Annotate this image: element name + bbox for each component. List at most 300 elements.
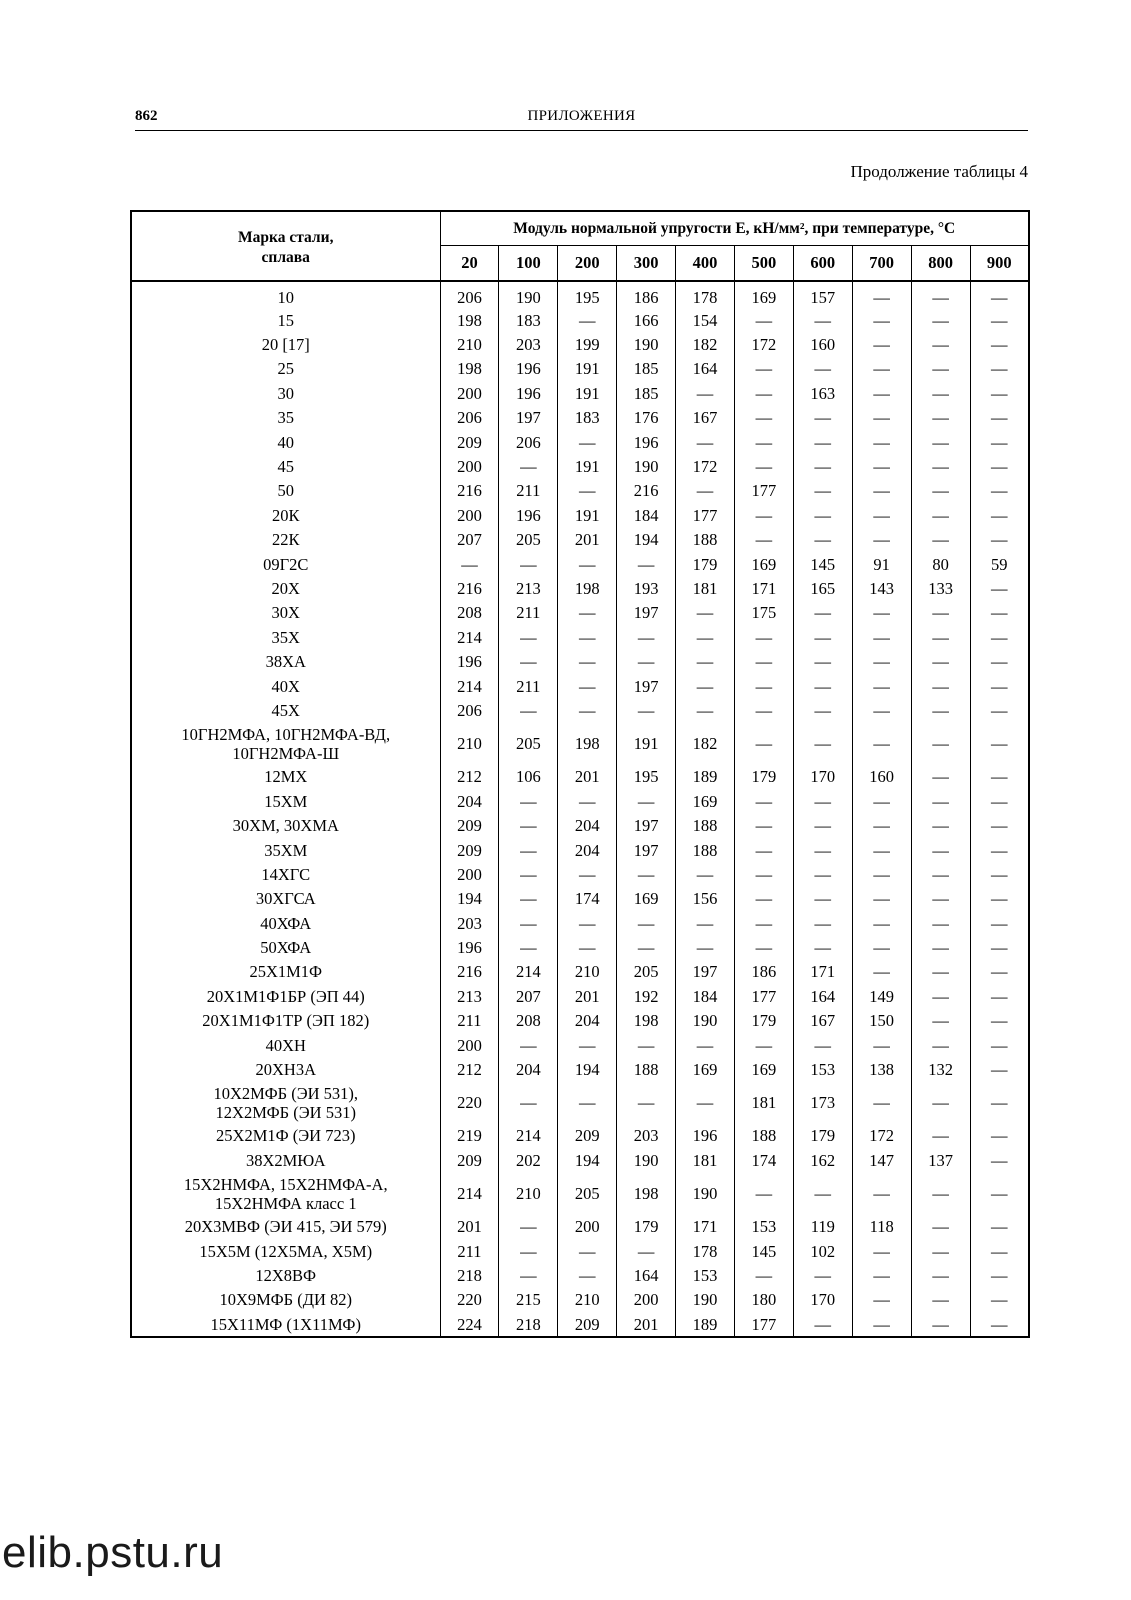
steel-grade-name: 20Х1М1Ф1ТР (ЭП 182) (202, 1011, 370, 1031)
modulus-value-cell: 203 (440, 911, 499, 935)
modulus-value-cell: 202 (499, 1148, 558, 1172)
temperature-header: 900 (970, 246, 1029, 282)
modulus-value-cell: — (793, 862, 852, 886)
steel-grade-cell (131, 911, 440, 935)
table-row (131, 430, 1029, 454)
modulus-value-cell: — (734, 406, 793, 430)
temperature-header: 100 (499, 246, 558, 282)
steel-grade-cell (131, 984, 440, 1008)
table-row (131, 1124, 1029, 1148)
steel-grade-name: 20Х (271, 578, 300, 598)
modulus-value-cell: — (734, 789, 793, 813)
steel-grade-cell (131, 1124, 440, 1148)
table-row (131, 1215, 1029, 1239)
modulus-value-cell: — (852, 381, 911, 405)
table-row (131, 357, 1029, 381)
modulus-value-cell: — (852, 528, 911, 552)
steel-grade-name: 25Х1М1Ф (249, 962, 323, 982)
modulus-value-cell: — (911, 887, 970, 911)
modulus-value-cell: 211 (440, 1239, 499, 1263)
modulus-value-cell: 160 (852, 765, 911, 789)
modulus-value-cell: 203 (617, 1124, 676, 1148)
modulus-value-cell: — (676, 649, 735, 673)
steel-grade-cell (131, 765, 440, 789)
modulus-value-cell: 169 (617, 887, 676, 911)
modulus-value-cell: — (676, 674, 735, 698)
table-row (131, 862, 1029, 886)
modulus-value-cell: 172 (676, 454, 735, 478)
steel-grade-cell (131, 674, 440, 698)
modulus-value-cell: — (793, 674, 852, 698)
table-body (131, 281, 1029, 1337)
modulus-value-cell: 214 (440, 674, 499, 698)
modulus-value-cell: — (617, 789, 676, 813)
temperature-header: 400 (676, 246, 735, 282)
modulus-value-cell: — (852, 813, 911, 837)
modulus-value-cell: 208 (499, 1009, 558, 1033)
modulus-value-cell: 205 (499, 723, 558, 765)
modulus-value-cell: 191 (558, 381, 617, 405)
modulus-value-cell: 169 (734, 552, 793, 576)
steel-grade-name: 40ХФА (260, 913, 312, 933)
modulus-value-cell: 190 (617, 1148, 676, 1172)
modulus-value-cell: 214 (440, 625, 499, 649)
modulus-value-cell: — (970, 1312, 1029, 1337)
modulus-value-cell: — (970, 281, 1029, 308)
table-row (131, 1173, 1029, 1215)
steel-grade-cell (131, 1033, 440, 1057)
modulus-value-cell: 191 (558, 454, 617, 478)
modulus-value-cell: — (676, 625, 735, 649)
steel-grade-cell (131, 1057, 440, 1081)
modulus-value-cell: 197 (617, 838, 676, 862)
modulus-value-cell: — (970, 1239, 1029, 1263)
modulus-value-cell: — (734, 503, 793, 527)
table-row (131, 723, 1029, 765)
modulus-value-cell: — (911, 862, 970, 886)
steel-grade-cell (131, 838, 440, 862)
modulus-value-cell: — (911, 960, 970, 984)
steel-grade-cell (131, 332, 440, 356)
modulus-value-cell: — (793, 1033, 852, 1057)
modulus-value-cell: 194 (617, 528, 676, 552)
steel-grade-name: 10Х2МФБ (ЭИ 531), (213, 1083, 359, 1103)
modulus-value-cell: 192 (617, 984, 676, 1008)
modulus-value-cell: 171 (734, 576, 793, 600)
modulus-value-cell: 156 (676, 887, 735, 911)
steel-grade-name: 40Х (271, 676, 300, 696)
modulus-value-cell: — (676, 935, 735, 959)
table-row (131, 960, 1029, 984)
modulus-value-cell: 203 (499, 332, 558, 356)
modulus-value-cell: 153 (676, 1263, 735, 1287)
steel-grade-name: 09Г2С (263, 554, 309, 574)
modulus-value-cell: — (793, 308, 852, 332)
steel-grade-cell (131, 887, 440, 911)
modulus-value-cell: 206 (440, 698, 499, 722)
steel-grade-name: 12МХ (264, 767, 308, 787)
modulus-value-cell: — (617, 625, 676, 649)
modulus-value-cell: 186 (617, 281, 676, 308)
modulus-value-cell: 181 (676, 576, 735, 600)
modulus-value-cell: — (558, 1239, 617, 1263)
modulus-value-cell: 198 (440, 308, 499, 332)
steel-grade-cell (131, 649, 440, 673)
modulus-value-cell: — (793, 430, 852, 454)
modulus-value-cell: — (734, 1173, 793, 1215)
table-row (131, 1009, 1029, 1033)
modulus-value-cell: 118 (852, 1215, 911, 1239)
modulus-value-cell: — (911, 1263, 970, 1287)
modulus-value-cell: 186 (734, 960, 793, 984)
modulus-value-cell: 211 (440, 1009, 499, 1033)
modulus-value-cell: 190 (617, 454, 676, 478)
steel-grade-name: 10Х9МФБ (ДИ 82) (219, 1290, 353, 1310)
table-row (131, 813, 1029, 837)
table-row (131, 1148, 1029, 1172)
modulus-value-cell: — (676, 911, 735, 935)
modulus-value-cell: — (676, 430, 735, 454)
modulus-value-cell: — (499, 935, 558, 959)
modulus-value-cell: 209 (440, 813, 499, 837)
modulus-value-cell: — (617, 1082, 676, 1124)
modulus-value-cell: 177 (676, 503, 735, 527)
modulus-value-cell: 201 (558, 765, 617, 789)
modulus-value-cell: — (911, 357, 970, 381)
modulus-value-cell: 102 (793, 1239, 852, 1263)
modulus-value-cell: — (970, 406, 1029, 430)
modulus-value-cell: — (793, 813, 852, 837)
modulus-value-cell: 196 (499, 381, 558, 405)
steel-grade-name: 50ХФА (260, 938, 312, 958)
modulus-value-cell: — (852, 887, 911, 911)
modulus-value-cell: 210 (499, 1173, 558, 1215)
steel-grade-header-line: сплава (261, 248, 310, 266)
steel-grade-cell (131, 1148, 440, 1172)
modulus-value-cell: — (793, 454, 852, 478)
table-row (131, 576, 1029, 600)
steel-grade-name: 45 (277, 457, 294, 477)
modulus-value-cell: 153 (793, 1057, 852, 1081)
modulus-value-cell: — (558, 649, 617, 673)
modulus-value-cell: — (734, 308, 793, 332)
modulus-value-cell: 210 (440, 723, 499, 765)
modulus-value-cell: — (911, 381, 970, 405)
modulus-value-cell: 210 (558, 960, 617, 984)
elastic-modulus-table-container (130, 210, 1028, 1338)
steel-grade-cell (131, 935, 440, 959)
modulus-value-cell: — (970, 935, 1029, 959)
modulus-value-cell: 216 (617, 479, 676, 503)
modulus-value-cell: 137 (911, 1148, 970, 1172)
modulus-value-cell: — (558, 430, 617, 454)
modulus-value-cell: 209 (440, 430, 499, 454)
modulus-value-cell: — (734, 674, 793, 698)
steel-grade-cell (131, 723, 440, 765)
modulus-value-cell: — (734, 935, 793, 959)
modulus-value-cell: — (793, 528, 852, 552)
modulus-value-cell: — (911, 984, 970, 1008)
modulus-value-cell: — (852, 649, 911, 673)
modulus-value-cell: — (676, 1082, 735, 1124)
modulus-value-cell: — (852, 1263, 911, 1287)
modulus-value-cell: 210 (558, 1288, 617, 1312)
modulus-value-cell: 184 (617, 503, 676, 527)
steel-grade-cell (131, 1173, 440, 1215)
modulus-value-cell: 196 (499, 357, 558, 381)
steel-grade-cell (131, 813, 440, 837)
temperature-header: 700 (852, 246, 911, 282)
modulus-value-cell: 188 (676, 838, 735, 862)
modulus-value-cell: — (793, 723, 852, 765)
modulus-value-cell: — (911, 406, 970, 430)
modulus-value-cell: — (499, 911, 558, 935)
modulus-value-cell: — (970, 357, 1029, 381)
modulus-value-cell: 209 (440, 1148, 499, 1172)
modulus-value-cell: 173 (793, 1082, 852, 1124)
modulus-value-cell: — (793, 649, 852, 673)
modulus-value-cell: — (970, 838, 1029, 862)
modulus-value-cell: 209 (440, 838, 499, 862)
modulus-value-cell: 191 (617, 723, 676, 765)
steel-grade-cell (131, 625, 440, 649)
modulus-value-cell: — (911, 625, 970, 649)
steel-grade-name: 10ГН2МФА, 10ГН2МФА-ВД, (181, 724, 391, 744)
modulus-value-cell: — (499, 1033, 558, 1057)
steel-grade-cell (131, 381, 440, 405)
modulus-value-cell: — (617, 698, 676, 722)
modulus-value-cell: 188 (734, 1124, 793, 1148)
modulus-value-cell: 199 (558, 332, 617, 356)
modulus-value-cell: — (911, 1009, 970, 1033)
modulus-value-cell: — (911, 601, 970, 625)
modulus-value-cell: 196 (676, 1124, 735, 1148)
modulus-value-cell: — (852, 723, 911, 765)
modulus-value-cell: — (852, 601, 911, 625)
modulus-value-cell: 213 (499, 576, 558, 600)
modulus-value-cell: — (734, 649, 793, 673)
running-title: ПРИЛОЖЕНИЯ (527, 108, 636, 124)
modulus-value-cell: — (970, 1009, 1029, 1033)
modulus-value-cell: 206 (440, 281, 499, 308)
modulus-value-cell: — (970, 789, 1029, 813)
modulus-value-cell: — (499, 887, 558, 911)
steel-grade-name: 20Х1М1Ф1БР (ЭП 44) (206, 986, 365, 1006)
modulus-value-cell: — (852, 454, 911, 478)
table-row (131, 1239, 1029, 1263)
modulus-value-cell: 197 (617, 601, 676, 625)
modulus-value-cell: — (970, 649, 1029, 673)
modulus-value-cell: 201 (440, 1215, 499, 1239)
modulus-value-cell: 178 (676, 281, 735, 308)
modulus-value-cell: — (911, 430, 970, 454)
modulus-value-cell: 179 (734, 1009, 793, 1033)
modulus-value-cell: 200 (440, 381, 499, 405)
modulus-value-cell: 204 (558, 813, 617, 837)
modulus-value-cell: 198 (617, 1173, 676, 1215)
modulus-value-cell: — (970, 1215, 1029, 1239)
table-row (131, 454, 1029, 478)
steel-grade-cell (131, 789, 440, 813)
modulus-value-cell: — (970, 911, 1029, 935)
modulus-value-cell: — (970, 1082, 1029, 1124)
modulus-value-cell: — (911, 1288, 970, 1312)
modulus-value-cell: 169 (734, 281, 793, 308)
modulus-value-cell: 191 (558, 503, 617, 527)
modulus-value-cell: 143 (852, 576, 911, 600)
modulus-value-cell: 178 (676, 1239, 735, 1263)
modulus-value-cell: 206 (440, 406, 499, 430)
modulus-value-cell: — (911, 281, 970, 308)
modulus-value-cell: — (499, 838, 558, 862)
modulus-value-cell: — (970, 601, 1029, 625)
modulus-value-cell: — (970, 332, 1029, 356)
modulus-value-cell: — (970, 576, 1029, 600)
modulus-value-cell: 216 (440, 479, 499, 503)
modulus-value-cell: — (852, 503, 911, 527)
modulus-value-cell: — (852, 1033, 911, 1057)
modulus-value-cell: 189 (676, 765, 735, 789)
modulus-value-cell: 194 (558, 1148, 617, 1172)
modulus-value-cell: 132 (911, 1057, 970, 1081)
modulus-value-cell: — (793, 789, 852, 813)
modulus-value-cell: — (793, 838, 852, 862)
modulus-value-cell: 190 (676, 1009, 735, 1033)
steel-grade-cell (131, 1288, 440, 1312)
modulus-value-cell: — (970, 454, 1029, 478)
modulus-value-cell: 215 (499, 1288, 558, 1312)
table-row (131, 479, 1029, 503)
modulus-value-cell: 147 (852, 1148, 911, 1172)
modulus-value-cell: — (617, 649, 676, 673)
modulus-value-cell: 216 (440, 576, 499, 600)
modulus-value-cell: — (558, 935, 617, 959)
table-row (131, 1082, 1029, 1124)
modulus-value-cell: — (558, 911, 617, 935)
modulus-value-cell: — (911, 528, 970, 552)
modulus-value-cell: 213 (440, 984, 499, 1008)
modulus-value-cell: — (793, 911, 852, 935)
modulus-value-cell: — (558, 479, 617, 503)
modulus-value-cell: — (558, 625, 617, 649)
table-row (131, 281, 1029, 308)
modulus-value-cell: — (970, 625, 1029, 649)
modulus-value-cell: — (852, 1173, 911, 1215)
modulus-value-cell: 204 (558, 1009, 617, 1033)
modulus-value-cell: — (558, 789, 617, 813)
modulus-value-cell: 197 (499, 406, 558, 430)
modulus-value-cell: 201 (558, 984, 617, 1008)
modulus-value-cell: 208 (440, 601, 499, 625)
modulus-value-cell: — (793, 698, 852, 722)
modulus-value-cell: — (970, 430, 1029, 454)
modulus-value-cell: — (617, 862, 676, 886)
modulus-value-cell: 153 (734, 1215, 793, 1239)
steel-grade-cell (131, 1082, 440, 1124)
modulus-value-cell: 198 (558, 576, 617, 600)
modulus-value-cell: — (970, 381, 1029, 405)
table-row (131, 674, 1029, 698)
modulus-value-cell: 59 (970, 552, 1029, 576)
modulus-value-cell: — (911, 1215, 970, 1239)
modulus-value-cell: — (852, 1239, 911, 1263)
steel-grade-cell (131, 528, 440, 552)
modulus-value-cell: 185 (617, 357, 676, 381)
modulus-value-cell: — (793, 406, 852, 430)
modulus-value-cell: — (793, 479, 852, 503)
modulus-value-cell: 212 (440, 1057, 499, 1081)
modulus-value-cell: — (440, 552, 499, 576)
modulus-value-cell: — (911, 1312, 970, 1337)
modulus-value-cell: — (734, 430, 793, 454)
modulus-value-cell: — (558, 601, 617, 625)
modulus-value-cell: — (852, 357, 911, 381)
modulus-value-cell: 169 (676, 789, 735, 813)
modulus-value-cell: 175 (734, 601, 793, 625)
table-row (131, 601, 1029, 625)
modulus-value-cell: — (970, 723, 1029, 765)
modulus-value-cell: 205 (499, 528, 558, 552)
modulus-value-cell: — (676, 479, 735, 503)
steel-grade-cell (131, 308, 440, 332)
modulus-value-cell: 171 (676, 1215, 735, 1239)
steel-grade-cell (131, 552, 440, 576)
modulus-value-cell: 197 (617, 813, 676, 837)
steel-grade-name: 10ГН2МФА-Ш (232, 743, 340, 763)
steel-grade-name: 35 (277, 408, 294, 428)
table-row (131, 765, 1029, 789)
modulus-value-cell: 197 (617, 674, 676, 698)
temperature-header: 20 (440, 246, 499, 282)
table-row (131, 552, 1029, 576)
modulus-value-cell: 170 (793, 765, 852, 789)
steel-grade-name: 15Х2НМФА, 15Х2НМФА-А, (183, 1174, 388, 1194)
modulus-value-cell: — (558, 698, 617, 722)
steel-grade-name: 40ХН (265, 1035, 306, 1055)
table-row (131, 1312, 1029, 1337)
steel-grade-name: 40 (277, 432, 294, 452)
modulus-value-cell: 145 (793, 552, 852, 576)
steel-grade-header-line: Марка стали, (238, 228, 334, 246)
table-row (131, 1288, 1029, 1312)
table-head (131, 211, 1029, 281)
steel-grade-name: 38ХА (265, 652, 306, 672)
steel-grade-name: 35Х (271, 627, 300, 647)
modulus-value-cell: — (911, 1173, 970, 1215)
modulus-value-cell: 200 (617, 1288, 676, 1312)
modulus-value-cell: — (911, 698, 970, 722)
modulus-value-cell: 220 (440, 1288, 499, 1312)
table-row (131, 406, 1029, 430)
modulus-value-cell: 218 (440, 1263, 499, 1287)
modulus-value-cell: — (734, 698, 793, 722)
modulus-value-cell: — (676, 698, 735, 722)
steel-grade-name: 20К (271, 505, 300, 525)
modulus-value-cell: — (970, 960, 1029, 984)
steel-grade-cell (131, 862, 440, 886)
modulus-value-cell: 188 (676, 528, 735, 552)
table-row (131, 911, 1029, 935)
modulus-value-cell: — (734, 357, 793, 381)
modulus-value-cell: — (676, 601, 735, 625)
modulus-value-cell: — (970, 1173, 1029, 1215)
modulus-value-cell: 211 (499, 601, 558, 625)
watermark: elib.pstu.ru (2, 1528, 224, 1577)
modulus-value-cell: — (793, 935, 852, 959)
modulus-value-cell: — (911, 911, 970, 935)
modulus-value-cell: — (617, 1239, 676, 1263)
modulus-value-cell: 106 (499, 765, 558, 789)
